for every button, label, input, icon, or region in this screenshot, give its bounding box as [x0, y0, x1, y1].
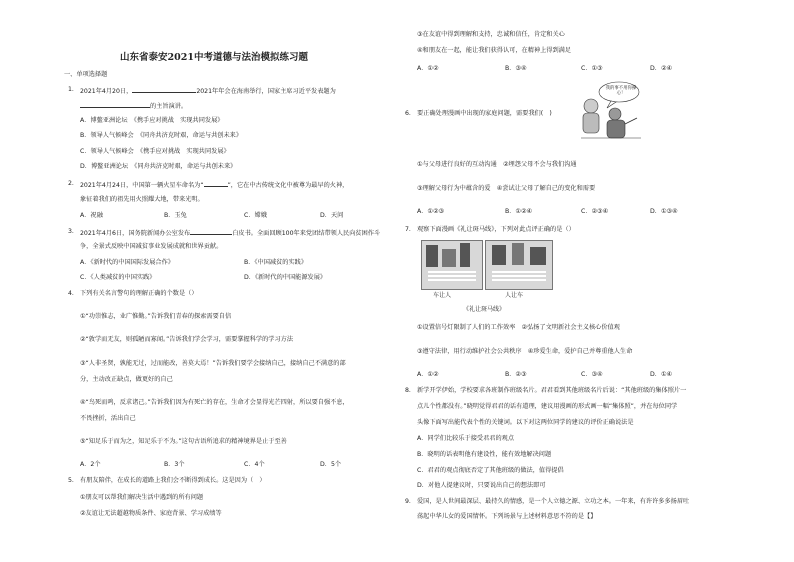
question-number: 2.	[68, 180, 74, 187]
panel-label: 人让车	[505, 292, 524, 299]
statement-item: ①“功崇惟志，业广惟勤。”告诉我们青春的探索需要自信	[80, 313, 232, 320]
statement-item: ③遵守法律，用行动维护社会公共秩序 ④珍爱生命，爱护自己并尊重他人生命	[417, 348, 633, 355]
option[interactable]: D．《新时代的中国能源发展》	[244, 274, 327, 281]
option[interactable]: D．5个	[320, 461, 342, 468]
question-stem: 象征着我们的祖先用火照耀大地，带来光明。	[80, 196, 204, 203]
question-stem: 争，全景式反映中国减贫事业发展成就和世界贡献。	[80, 243, 223, 250]
option[interactable]: C．4个	[244, 461, 265, 468]
speech-bubble-text: 我的事不用你操心！	[605, 86, 637, 96]
question-stem: 荡起中华儿女的爱国情怀。下列场景与上述材料意思不符的是【】	[417, 513, 597, 520]
option[interactable]: C．君君的观点彻底否定了其他班级的做法，值得提倡	[417, 467, 564, 474]
option[interactable]: A．①②③	[417, 208, 445, 215]
statement-item: ②友谊让无法超越物质条件、家庭背景、学习成绩等	[80, 510, 222, 517]
question-stem: 2021年4月6日，国务院新闻办公室发布 白皮书。全面回顾100年来党团结带领人民向贫困作斗	[80, 230, 381, 237]
question-stem: 观察下面漫画《礼让斑马线》，下列对此点评正确的是（）	[417, 226, 575, 233]
option[interactable]: D．②④	[650, 65, 673, 72]
question-number: 1.	[68, 86, 74, 93]
question-stem: 2021年4月20日， 2021年年会在海南举行，国家主席习近平发表题为	[80, 88, 336, 95]
question-number: 8.	[405, 387, 411, 394]
option[interactable]: B．③④	[505, 65, 527, 72]
panel-label: 车让人	[433, 292, 452, 299]
statement-item: ①与父母进行良好的互动沟通 ②埋怨父母不会与我们沟通	[417, 161, 577, 168]
question-stem: 2021年4月24日，中国第一辆火星车命名为“ ”，它在中古传统文化中被尊为最早的火神，	[80, 182, 349, 189]
option[interactable]: D．①③④	[650, 208, 678, 215]
question-stem: 爱国，是人世间最深层、最持久的情感，是一个人立德之源、立功之本。一年来，有许许多多扬眉吐	[417, 498, 690, 505]
statement-item: ④“鸟死而鸣，反求诸己。”告诉我们因为有死亡的存在，生命才会显得光芒四射，所以要自强不息，	[80, 399, 349, 406]
section-heading: 一、单项选择题	[64, 71, 108, 78]
option[interactable]: C．①③	[581, 65, 603, 72]
option[interactable]: C．③④	[581, 371, 603, 378]
question-number: 7.	[405, 226, 411, 233]
question-number: 6.	[405, 110, 411, 117]
option[interactable]: A．祝融	[80, 212, 103, 219]
statement-item: ③在友谊中得到理解和支持，忠诚和信任，肯定和关心	[417, 31, 565, 38]
question-number: 5.	[68, 477, 74, 484]
statement-item: ③理解父母行为中蕴含的爱 ④尝试让父母了解自己的变化和需要	[417, 185, 596, 192]
statement-item: ②“敦学而无友，则孤陋而寡闻。”告诉我们学会学习，需要掌握科学的学习方法	[80, 336, 294, 343]
question-stem: 的主旨演讲。	[80, 101, 187, 111]
question-number: 4.	[68, 290, 74, 297]
cartoon-panel-right	[485, 240, 553, 290]
page-title: 山东省泰安2021中考道德与法治模拟练习题	[120, 52, 308, 63]
question-stem: 点儿个性都没有。”晓明觉得君君的话有道理，建议用漫画的形式画一幅“集体照”，并在每位同学	[417, 403, 678, 410]
question-number: 3.	[68, 228, 74, 235]
option[interactable]: D．对他人提建议时，只要说出自己的想法即可	[417, 482, 546, 489]
statement-item: 不畏挫折，活出自己	[80, 415, 136, 422]
option[interactable]: C．②③④	[581, 208, 609, 215]
option[interactable]: A．①②	[417, 65, 439, 72]
option[interactable]: A．博鳌亚洲论坛 《携手应对挑战 实现共同发展》	[80, 117, 224, 124]
option[interactable]: B．②③	[505, 371, 527, 378]
option[interactable]: A．同学们比较乐于接受君君的观点	[417, 435, 515, 442]
option[interactable]: B．3个	[164, 461, 185, 468]
statement-item: 分，主动改正缺点，做更好的自己	[80, 376, 173, 383]
option[interactable]: B．晓明的话表明他有建设性，能有效地解决问题	[417, 451, 552, 458]
statement-item: ④和朋友在一起，能让我们获得认可，在精神上得到满足	[417, 47, 572, 54]
cartoon-caption: 《礼让斑马线》	[463, 306, 506, 313]
question-stem: 头像下面写出能代表个性的关键词。以下对这两位同学的建议的评价正确说法是	[417, 419, 634, 426]
option[interactable]: D．博鳌亚洲论坛 《同舟共济克时艰，命运与共创未来》	[80, 163, 237, 170]
option[interactable]: D．天问	[320, 212, 344, 219]
option[interactable]: A．2个	[80, 461, 101, 468]
question-number: 9.	[405, 498, 411, 505]
option[interactable]: C．嫦娥	[244, 212, 267, 219]
cartoon-panel-left	[421, 240, 483, 290]
statement-item: ①设置信号灯限制了人们的工作效率 ②弘扬了文明新社会主义核心价值观	[417, 324, 620, 331]
question-stem: 下列有关名言警句的理解正确的个数是（）	[80, 290, 198, 297]
option[interactable]: B．《中国减贫的实践》	[244, 259, 308, 266]
option[interactable]: B．领导人气候峰会 《同舟共济克时艰，命运与共创未来》	[80, 132, 243, 139]
statement-item: ⑤“知足乐于而为之，知足乐于不为。”这句古语所追求的精神境界是止于至善	[80, 438, 287, 445]
question-stem: 新学开学伊始，学校要求各班制作班级名片。君君看到其他班级名片后说：“其他班级的集体照片一	[417, 387, 687, 394]
option[interactable]: D．①④	[650, 371, 673, 378]
option[interactable]: A．①②	[417, 371, 439, 378]
option[interactable]: A．《新时代的中国国际发展合作》	[80, 259, 174, 266]
option[interactable]: C．《人类减贫的中国实践》	[80, 274, 156, 281]
option[interactable]: B．①②④	[505, 208, 533, 215]
question-stem: 有朋友陪伴，在成长的道路上我们会不断得到成长。这是因为（ ）	[80, 477, 266, 484]
option[interactable]: B．玉兔	[164, 212, 187, 219]
family-cartoon	[571, 78, 647, 144]
statement-item: ①朋友可以帮我们解决生活中遇到的所有问题	[80, 494, 204, 501]
question-stem: 要正确处理漫画中出现的家庭问题，需要我们( )	[417, 110, 552, 117]
statement-item: ③“人非圣贤，孰能无过，过而能改，善莫大焉！”告诉我们要学会接纳自己，接纳自己不满意的部	[80, 360, 346, 367]
option[interactable]: C．领导人气候峰会 《携手应对挑战 实现共同发展》	[80, 148, 230, 155]
